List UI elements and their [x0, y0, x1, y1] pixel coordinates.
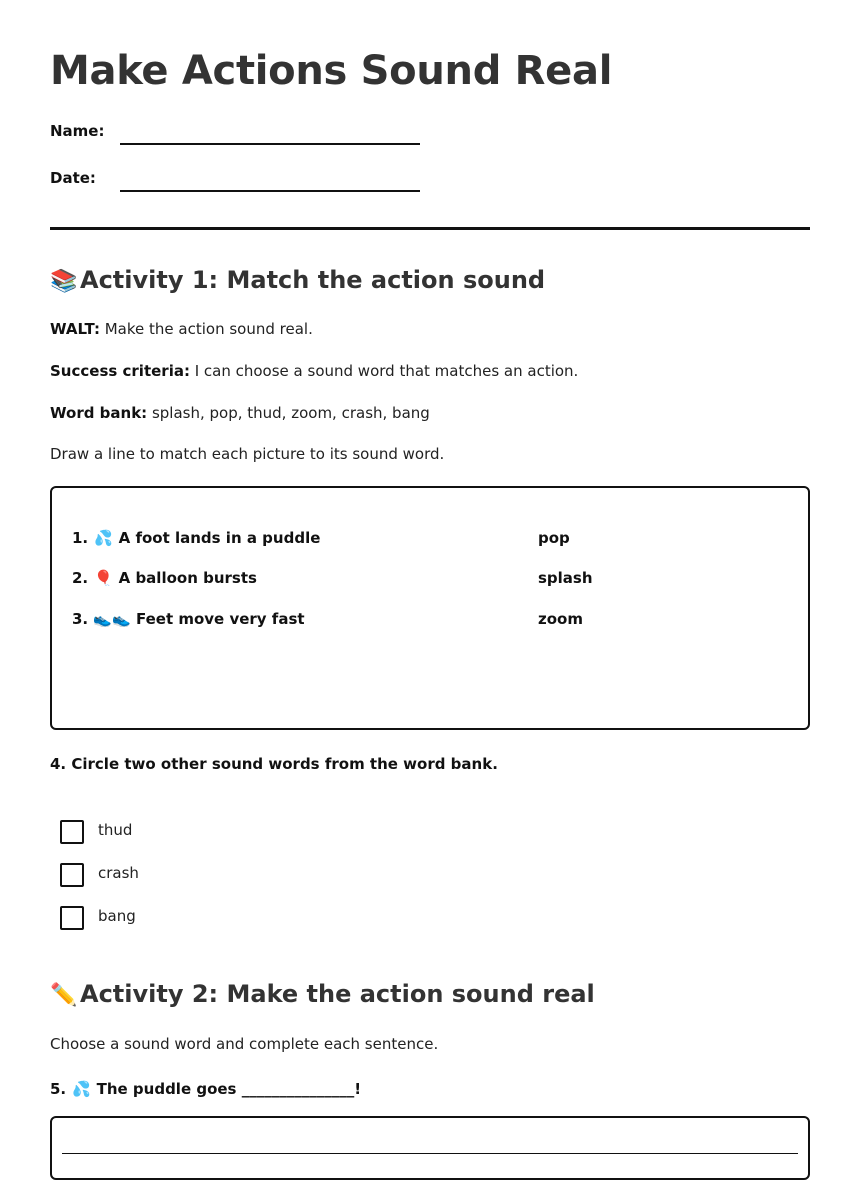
- sneakers-icon: 👟👟: [93, 610, 131, 628]
- success-criteria-text: I can choose a sound word that matches an action.: [189, 362, 579, 380]
- name-field-row: [50, 122, 450, 152]
- checkbox[interactable]: [60, 820, 84, 844]
- match-word-pop[interactable]: pop: [538, 529, 570, 547]
- droplets-icon: 💦: [72, 1080, 91, 1098]
- balloon-icon: 🎈: [94, 569, 113, 587]
- option-label: thud: [98, 821, 133, 839]
- match-item-text: A foot lands in a puddle: [118, 529, 321, 547]
- books-icon: 📚: [50, 269, 78, 294]
- activity1-heading-text: Activity 1: Match the action sound: [80, 266, 546, 294]
- walt-label: WALT:: [50, 320, 100, 338]
- date-label: Date:: [50, 169, 96, 187]
- checkbox[interactable]: [60, 863, 84, 887]
- date-field[interactable]: [120, 190, 420, 192]
- activity2-heading: [50, 980, 595, 1008]
- match-word-splash[interactable]: splash: [538, 569, 593, 587]
- match-item-number: 3.: [72, 610, 89, 628]
- match-item-text: A balloon bursts: [118, 569, 257, 587]
- activity1-instruction: Draw a line to match each picture to its sound word.: [50, 445, 445, 463]
- answer-line: [62, 1153, 798, 1154]
- success-criteria-line: [50, 362, 578, 380]
- name-field[interactable]: [120, 143, 420, 145]
- pencil-icon: ✏️: [50, 983, 78, 1008]
- option-bang[interactable]: [60, 906, 360, 932]
- checkbox[interactable]: [60, 906, 84, 930]
- match-item[interactable]: [72, 610, 305, 628]
- question-4: 4. Circle two other sound words from the word bank.: [50, 755, 498, 773]
- option-label: bang: [98, 907, 136, 925]
- option-crash[interactable]: [60, 863, 360, 889]
- match-word-zoom[interactable]: zoom: [538, 610, 583, 628]
- match-item-text: Feet move very fast: [135, 610, 305, 628]
- answer-box[interactable]: [50, 1116, 810, 1180]
- section-divider: [50, 227, 810, 230]
- match-item-number: 1.: [72, 529, 89, 547]
- match-item-number: 2.: [72, 569, 89, 587]
- walt-line: [50, 320, 313, 338]
- activity1-heading: [50, 266, 545, 294]
- droplets-icon: 💦: [94, 529, 113, 547]
- activity2-instruction: Choose a sound word and complete each sentence.: [50, 1035, 439, 1053]
- option-label: crash: [98, 864, 139, 882]
- activity2-heading-text: Activity 2: Make the action sound real: [80, 980, 595, 1008]
- match-item[interactable]: [72, 529, 320, 547]
- success-criteria-label: Success criteria:: [50, 362, 190, 380]
- question-5: [50, 1080, 361, 1098]
- page-title: Make Actions Sound Real: [50, 48, 613, 94]
- walt-text: Make the action sound real.: [99, 320, 313, 338]
- question-5-number: 5.: [50, 1080, 67, 1098]
- word-bank-label: Word bank:: [50, 404, 148, 422]
- date-field-row: [50, 169, 450, 199]
- name-label: Name:: [50, 122, 105, 140]
- match-item[interactable]: [72, 569, 257, 587]
- word-bank-text: splash, pop, thud, zoom, crash, bang: [147, 404, 430, 422]
- option-thud[interactable]: [60, 820, 360, 846]
- question-5-text: The puddle goes _______________!: [96, 1080, 362, 1098]
- word-bank-line: [50, 404, 430, 422]
- matching-box: [50, 486, 810, 730]
